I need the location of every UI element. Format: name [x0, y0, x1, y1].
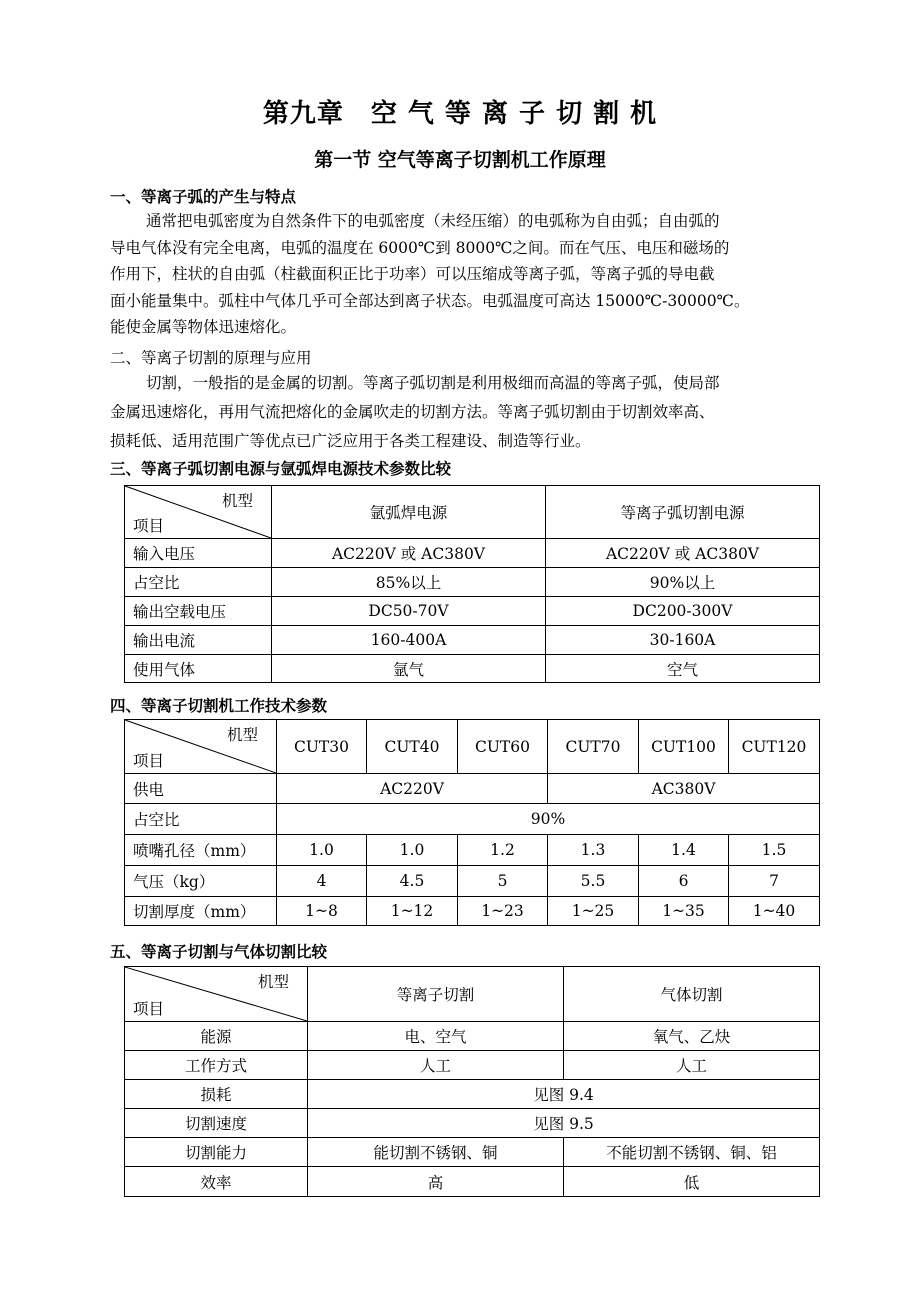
table-header-row	[125, 720, 820, 774]
table-cell: AC220V 或 AC380V	[272, 539, 546, 568]
table-row	[125, 1167, 820, 1197]
table-cell: 高	[308, 1167, 564, 1197]
row-label: 气压（kg）	[125, 866, 277, 897]
row-label: 使用气体	[125, 655, 272, 683]
row-label: 损耗	[125, 1080, 308, 1109]
table-cell: DC200-300V	[546, 597, 820, 626]
table-cell: 5	[458, 866, 548, 897]
table-cell: AC220V 或 AC380V	[546, 539, 820, 568]
table-cell: 1~35	[639, 897, 729, 926]
table-cell: 见图 9.5	[308, 1109, 820, 1138]
row-label: 切割速度	[125, 1109, 308, 1138]
diagonal-header-cell	[125, 720, 277, 774]
table-header-row	[125, 486, 820, 539]
table-cell: 1.0	[367, 835, 458, 866]
section3-heading: 三、等离子弧切割电源与氩弧焊电源技术参数比较	[110, 460, 452, 478]
table-row	[125, 626, 820, 655]
table-cell: 160-400A	[272, 626, 546, 655]
table-cell: 不能切割不锈钢、铜、铝	[564, 1138, 820, 1167]
table-row	[125, 804, 820, 835]
row-label: 供电	[125, 774, 277, 804]
table-cell: 人工	[308, 1051, 564, 1080]
table-row	[125, 835, 820, 866]
header-item-label: 项目	[133, 752, 165, 770]
row-label: 输出电流	[125, 626, 272, 655]
header-item-label: 项目	[133, 517, 165, 535]
table-row	[125, 1051, 820, 1080]
diagonal-header-cell	[125, 486, 272, 539]
column-header: 氩弧焊电源	[272, 486, 546, 539]
row-label: 能源	[125, 1022, 308, 1051]
section1-paragraph	[110, 208, 835, 341]
table-cell: 1.2	[458, 835, 548, 866]
table-cell: 电、空气	[308, 1022, 564, 1051]
paragraph-line: 能使金属等物体迅速熔化。	[110, 318, 297, 336]
table-row	[125, 539, 820, 568]
paragraph-line: 损耗低、适用范围广等优点已广泛应用于各类工程建设、制造等行业。	[110, 432, 591, 450]
table-cell: 氧气、乙炔	[564, 1022, 820, 1051]
chapter-title: 第九章 空 气 等 离 子 切 割 机	[262, 99, 658, 129]
column-header: CUT30	[277, 720, 367, 774]
section-title: 第一节 空气等离子切割机工作原理	[314, 149, 606, 171]
paragraph-line: 面小能量集中。弧柱中气体几乎可全部达到离子状态。电弧温度可高达 15000℃-30000℃。	[110, 291, 750, 310]
row-label: 喷嘴孔径（mm）	[125, 835, 277, 866]
table-cell: 1~23	[458, 897, 548, 926]
section5-heading: 五、等离子切割与气体切割比较	[110, 943, 328, 961]
paragraph-line: 切割，一般指的是金属的切割。等离子弧切割是利用极细而高温的等离子弧，使局部	[146, 374, 720, 392]
table-row	[125, 655, 820, 683]
header-item-label: 项目	[133, 1000, 165, 1018]
paragraph-line: 导电气体没有完全电离，电弧的温度在 6000℃到 8000℃之间。而在气压、电压和磁场的	[110, 238, 730, 257]
table-cell: 1.4	[639, 835, 729, 866]
table-cell: 1~8	[277, 897, 367, 926]
table-row	[125, 1080, 820, 1109]
table-cell: 人工	[564, 1051, 820, 1080]
row-label: 占空比	[125, 804, 277, 835]
table-cell: AC220V	[277, 774, 548, 804]
table-row	[125, 1138, 820, 1167]
row-label: 切割能力	[125, 1138, 308, 1167]
table-cell: 85%以上	[272, 568, 546, 597]
table-row	[125, 597, 820, 626]
column-header: CUT120	[729, 720, 820, 774]
section4-heading: 四、等离子切割机工作技术参数	[110, 697, 328, 715]
table-cell: 30-160A	[546, 626, 820, 655]
table-cell: DC50-70V	[272, 597, 546, 626]
paragraph-line: 金属迅速熔化，再用气流把熔化的金属吹走的切割方法。等离子弧切割由于切割效率高、	[110, 403, 715, 421]
diagonal-header-cell	[125, 967, 308, 1022]
table-row	[125, 1109, 820, 1138]
table-cell: 氩气	[272, 655, 546, 683]
row-label: 效率	[125, 1167, 308, 1197]
paragraph-line: 作用下，柱状的自由弧（柱截面积正比于功率）可以压缩成等离子弧，等离子弧的导电截	[110, 265, 715, 283]
table-cell: 5.5	[548, 866, 639, 897]
table-cell: 1.5	[729, 835, 820, 866]
table-cell: 1.0	[277, 835, 367, 866]
cutter-specs-table	[124, 719, 820, 926]
row-label: 切割厚度（mm）	[125, 897, 277, 926]
table-cell: 1.3	[548, 835, 639, 866]
table-cell: 4.5	[367, 866, 458, 897]
table-cell: 空气	[546, 655, 820, 683]
table-cell: 1~12	[367, 897, 458, 926]
row-label: 工作方式	[125, 1051, 308, 1080]
table-cell: 4	[277, 866, 367, 897]
table-cell: 见图 9.4	[308, 1080, 820, 1109]
table-header-row	[125, 967, 820, 1022]
table-row	[125, 897, 820, 926]
column-header: CUT100	[639, 720, 729, 774]
table-cell: 90%	[277, 804, 820, 835]
column-header: 气体切割	[564, 967, 820, 1022]
row-label: 输出空载电压	[125, 597, 272, 626]
table-row	[125, 866, 820, 897]
table-row	[125, 774, 820, 804]
power-comparison-table	[124, 485, 820, 683]
column-header: CUT70	[548, 720, 639, 774]
section2-paragraph	[110, 369, 835, 456]
column-header: 等离子切割	[308, 967, 564, 1022]
table-cell: 能切割不锈钢、铜	[308, 1138, 564, 1167]
table-cell: 1~25	[548, 897, 639, 926]
table-cell: 6	[639, 866, 729, 897]
table-row	[125, 568, 820, 597]
section1-heading: 一、等离子弧的产生与特点	[110, 188, 297, 206]
table-cell: 低	[564, 1167, 820, 1197]
header-model-label: 机型	[221, 492, 253, 510]
cutting-comparison-table	[124, 966, 820, 1197]
table-cell: 1~40	[729, 897, 820, 926]
section2-heading: 二、等离子切割的原理与应用	[110, 349, 312, 367]
paragraph-line: 通常把电弧密度为自然条件下的电弧密度（未经压缩）的电弧称为自由弧；自由弧的	[146, 212, 720, 230]
header-model-label: 机型	[257, 973, 289, 991]
header-model-label: 机型	[226, 726, 258, 744]
column-header: CUT40	[367, 720, 458, 774]
column-header: 等离子弧切割电源	[546, 486, 820, 539]
table-cell: 90%以上	[546, 568, 820, 597]
table-cell: AC380V	[548, 774, 820, 804]
row-label: 输入电压	[125, 539, 272, 568]
table-row	[125, 1022, 820, 1051]
column-header: CUT60	[458, 720, 548, 774]
table-cell: 7	[729, 866, 820, 897]
row-label: 占空比	[125, 568, 272, 597]
